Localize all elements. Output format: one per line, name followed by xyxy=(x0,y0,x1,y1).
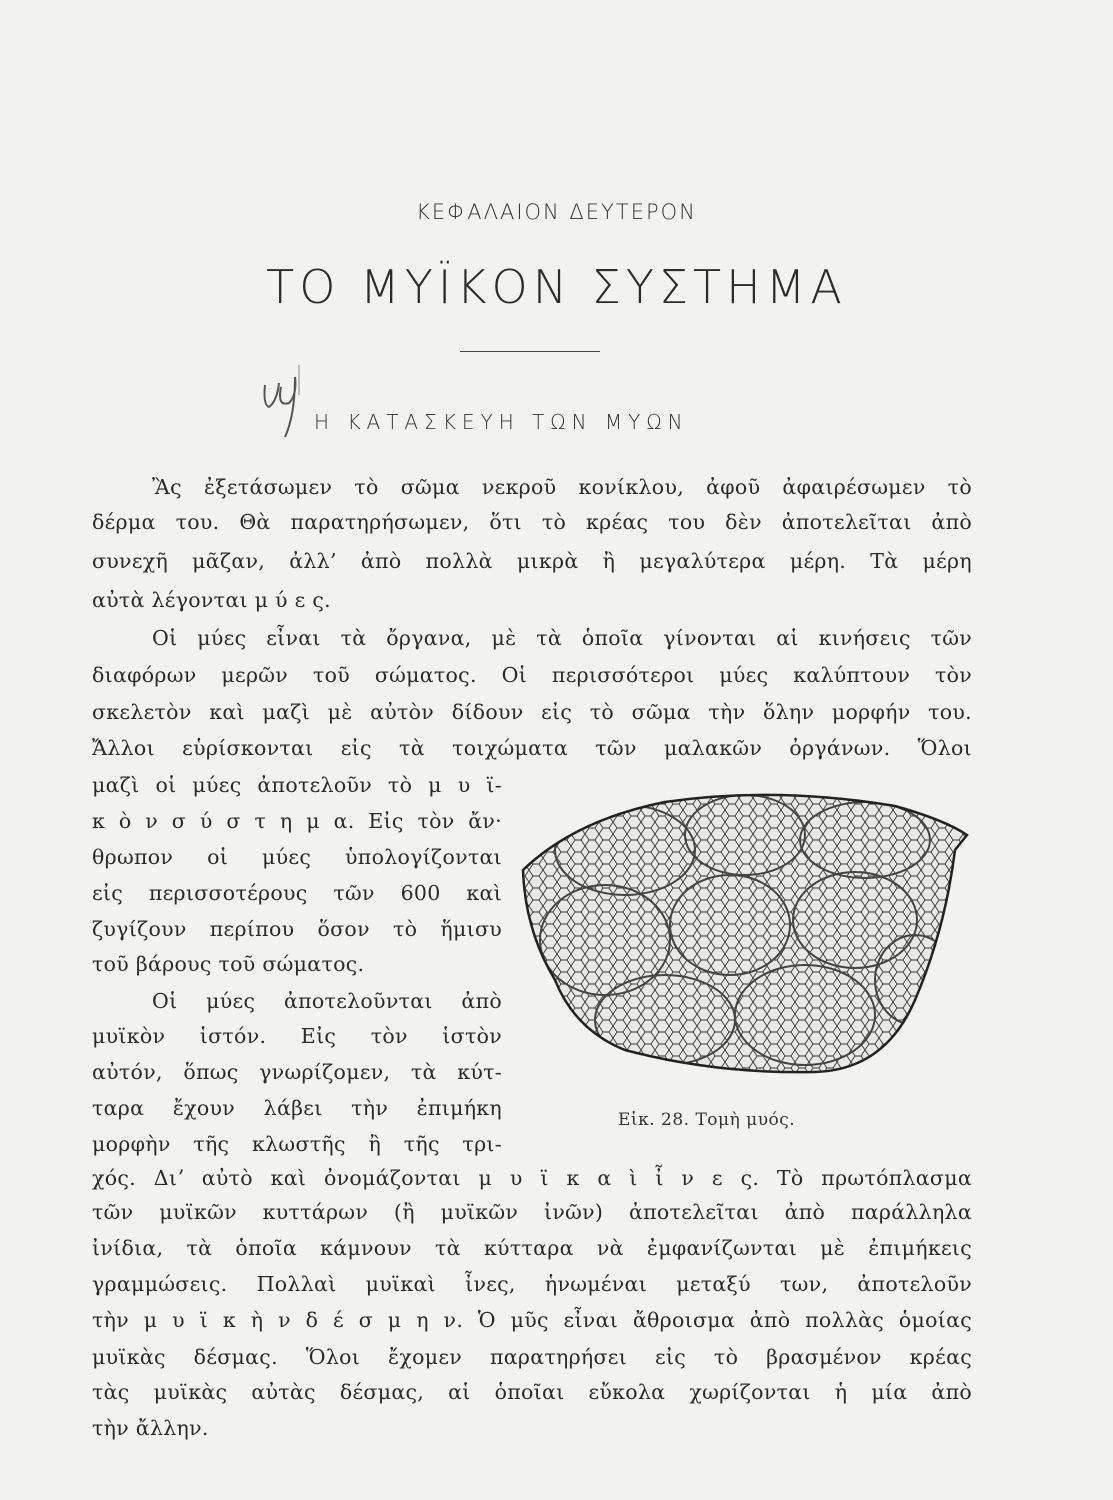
text-line: εἰς περισσοτέρους τῶν 600 καὶ xyxy=(92,881,502,905)
text-line: μυϊκὸν ἱστόν. Εἰς τὸν ἱστὸν xyxy=(92,1024,502,1048)
text-line: θρωπον οἱ μύες ὑπολογίζονται xyxy=(92,845,502,869)
text-line: γραμμώσεις. Πολλαὶ μυϊκαὶ ἶνες, ἡνωμέναι μεταξύ των, ἀποτελοῦν xyxy=(92,1272,972,1296)
text-line: μυϊκὰς δέσμας. Ὅλοι ἔχομεν παρατηρήσει εἰς τὸ βρασμένον κρέας xyxy=(92,1345,972,1369)
text-line: αὐτὰ λέγονται μ ύ ε ς. xyxy=(92,588,331,612)
text-line: ζυγίζουν περίπου ὅσον τὸ ἥμισυ xyxy=(92,917,502,941)
text-line: τὰς μυϊκὰς αὐτὰς δέσμας, αἱ ὁποῖαι εὔκολα χωρίζονται ἡ μία ἀπὸ xyxy=(92,1380,972,1404)
text-line: μαζὶ οἱ μύες ἀποτελοῦν τὸ μ υ ϊ- xyxy=(92,773,502,797)
text-line: ἰνίδια, τὰ ὁποῖα κάμνουν τὰ κύτταρα νὰ ἐμφανίζωνται μὲ ἐπιμήκεις xyxy=(92,1236,972,1260)
text-line: Οἱ μύες ἀποτελοῦνται ἀπὸ xyxy=(152,989,502,1013)
text-line: κ ὸ ν σ ύ σ τ η μ α. Εἰς τὸν ἄν· xyxy=(92,809,502,833)
text-line: συνεχῆ μᾶζαν, ἀλλ’ ἀπὸ πολλὰ μικρὰ ἢ μεγαλύτερα μέρη. Τὰ μέρη xyxy=(92,549,972,573)
text-line: μορφὴν τῆς κλωστῆς ἢ τῆς τρι- xyxy=(92,1132,502,1156)
chapter-title: ΤΟ ΜΥΪΚΟΝ ΣΥΣΤΗΜΑ xyxy=(266,260,847,314)
text-line: ταρα ἔχουν λάβει τὴν ἐπιμήκη xyxy=(92,1096,502,1120)
text-line: σκελετὸν καὶ μαζὶ μὲ αὐτὸν δίδουν εἰς τὸ σῶμα τὴν ὅλην μορφήν του. xyxy=(92,700,972,724)
chapter-label: ΚΕΦΑΛΑΙΟΝ ΔΕΥΤΕΡΟΝ xyxy=(416,200,697,224)
text-line: διαφόρων μερῶν τοῦ σώματος. Οἱ περισσότεροι μύες καλύπτουν τὸν xyxy=(92,663,972,687)
title-divider xyxy=(460,351,600,352)
muscle-cross-section-illustration xyxy=(515,780,975,1080)
text-line: τὴν ἄλλην. xyxy=(92,1416,209,1440)
text-line: χός. Διʼ αὐτὸ καὶ ὀνομάζονται μ υ ϊ κ α ὶ ἶ ν ε ς. Τὸ πρωτόπλασμα xyxy=(92,1166,972,1190)
text-line: Οἱ μύες εἶναι τὰ ὄργανα, μὲ τὰ ὁποῖα γίνονται αἱ κινήσεις τῶν xyxy=(152,626,972,650)
text-line: Ἂς ἐξετάσωμεν τὸ σῶμα νεκροῦ κονίκλου, ἀφοῦ ἀφαιρέσωμεν τὸ xyxy=(152,475,972,499)
text-line: τὴν μ υ ϊ κ ὴ ν δ έ σ μ η ν. Ὁ μῦς εἶναι ἄθροισμα ἀπὸ πολλὰς ὁμοίας xyxy=(92,1308,972,1332)
text-line: αὐτόν, ὅπως γνωρίζομεν, τὰ κύτ- xyxy=(92,1060,502,1084)
text-line: τῶν μυϊκῶν κυττάρων (ἢ μυϊκῶν ἰνῶν) ἀποτελεῖται ἀπὸ παράλληλα xyxy=(92,1200,972,1224)
figure-caption: Εἰκ. 28. Τομὴ μυός. xyxy=(618,1110,796,1130)
text-line: Ἄλλοι εὑρίσκονται εἰς τὰ τοιχώματα τῶν μαλακῶν ὀργάνων. Ὅλοι xyxy=(92,736,972,760)
text-line: τοῦ βάρους τοῦ σώματος. xyxy=(92,952,365,976)
text-line: δέρμα του. Θὰ παρατηρήσωμεν, ὅτι τὸ κρέας του δὲν ἀποτελεῖται ἀπὸ xyxy=(92,510,972,534)
section-title: Η ΚΑΤΑΣΚΕΥΗ ΤΩΝ ΜΥΩΝ xyxy=(314,410,689,434)
handwritten-page-mark xyxy=(255,355,315,445)
